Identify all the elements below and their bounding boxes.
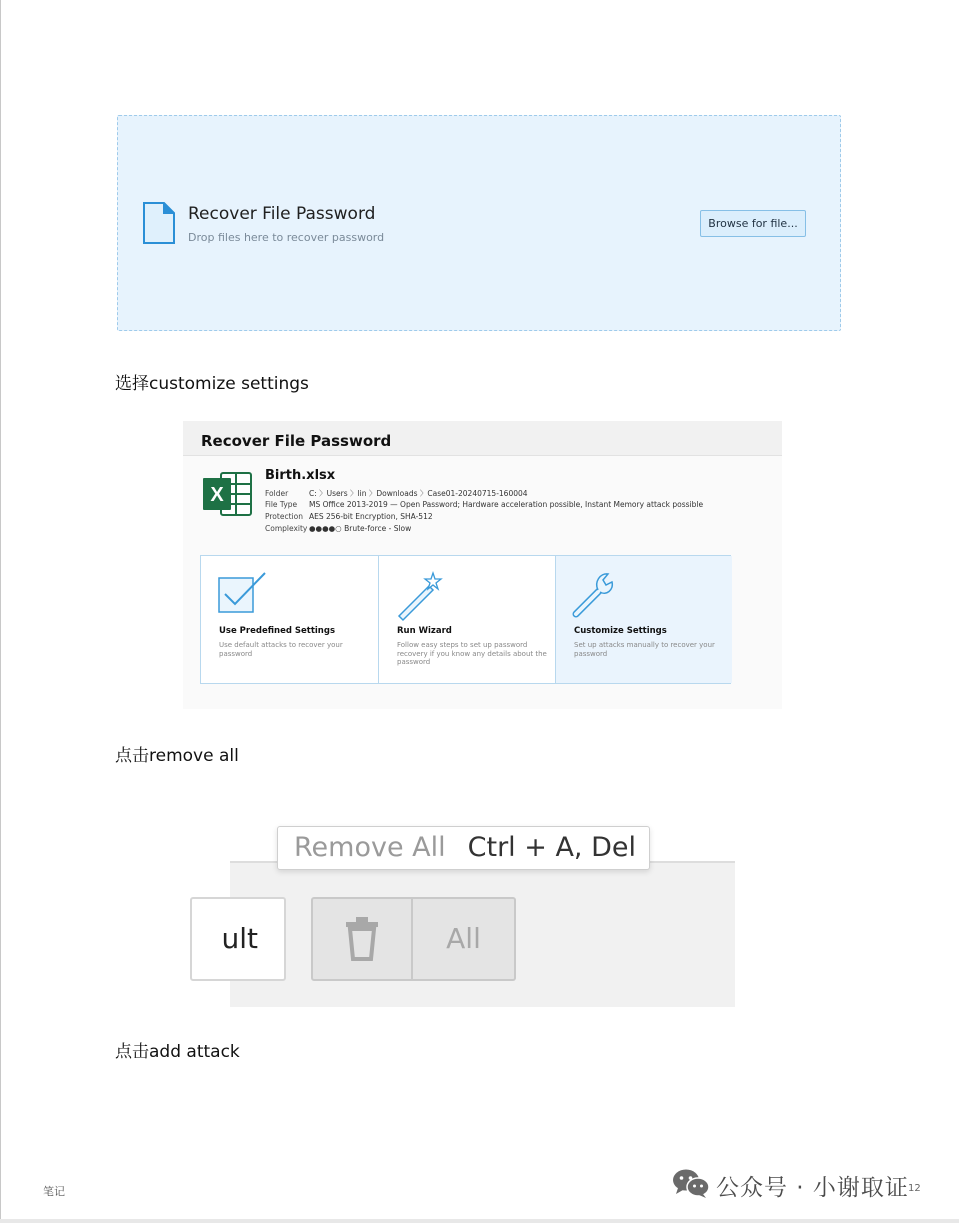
dropzone-title: Recover File Password [188,204,376,224]
file-drop-zone[interactable] [117,115,841,331]
tooltip-shortcut: Ctrl + A, Del [467,832,636,863]
option-desc: Use default attacks to recover your password [219,641,343,658]
caption-step-remove-all: 点击remove all [115,746,239,766]
excel-icon [203,469,253,523]
checkbox-icon [217,570,269,620]
recovery-options [200,555,731,684]
browse-button[interactable]: Browse for file... [700,210,806,237]
remove-all-screenshot [221,790,735,1005]
dropzone-subtitle: Drop files here to recover password [188,231,385,244]
option-title: Run Wizard [397,626,452,636]
meta-file-type: File Type MS Office 2013-2019 — Open Password; Hardware acceleration possible, Instant Memory attack possible [265,500,704,509]
watermark-text: 公众号 · 小谢取证 [716,1174,909,1201]
meta-complexity: Complexity ●●●●○ Brute-force - Slow [265,524,412,533]
footer-note-label: 笔记 [43,1185,65,1198]
magic-wand-icon [395,570,447,624]
meta-folder: Folder C: 〉Users 〉lin 〉Downloads 〉Case01-20240715-160004 [265,489,528,498]
file-name: Birth.xlsx [265,468,336,483]
caption-step-add-attack: 点击add attack [115,1042,240,1062]
remove-all-button[interactable]: All [413,897,516,981]
option-predefined-settings[interactable] [201,556,378,683]
file-icon [143,202,175,248]
panel-title: Recover File Password [201,432,392,450]
recover-panel [183,421,782,709]
option-customize-settings[interactable] [555,556,732,683]
option-desc: Follow easy steps to set up password recovery if you know any details about the password [397,641,547,666]
tooltip-label: Remove All [294,832,446,863]
page-number: 12 [908,1183,921,1194]
caption-step-customize: 选择customize settings [115,374,309,394]
trash-icon [344,917,380,965]
option-title: Customize Settings [574,626,667,636]
panel-header [183,421,782,456]
wechat-icon [672,1168,710,1202]
option-title: Use Predefined Settings [219,626,336,636]
wrench-icon [572,570,624,624]
page-left-border [0,0,1,1223]
remove-button[interactable] [311,897,413,981]
default-button[interactable]: ult [190,897,286,981]
meta-protection: Protection AES 256-bit Encryption, SHA-512 [265,512,433,521]
svg-text:X: X [210,484,224,506]
option-desc: Set up attacks manually to recover your password [574,641,715,658]
remove-all-tooltip [277,826,650,870]
page-bottom-border [0,1219,959,1223]
option-run-wizard[interactable] [378,556,555,683]
watermark [672,1170,909,1200]
